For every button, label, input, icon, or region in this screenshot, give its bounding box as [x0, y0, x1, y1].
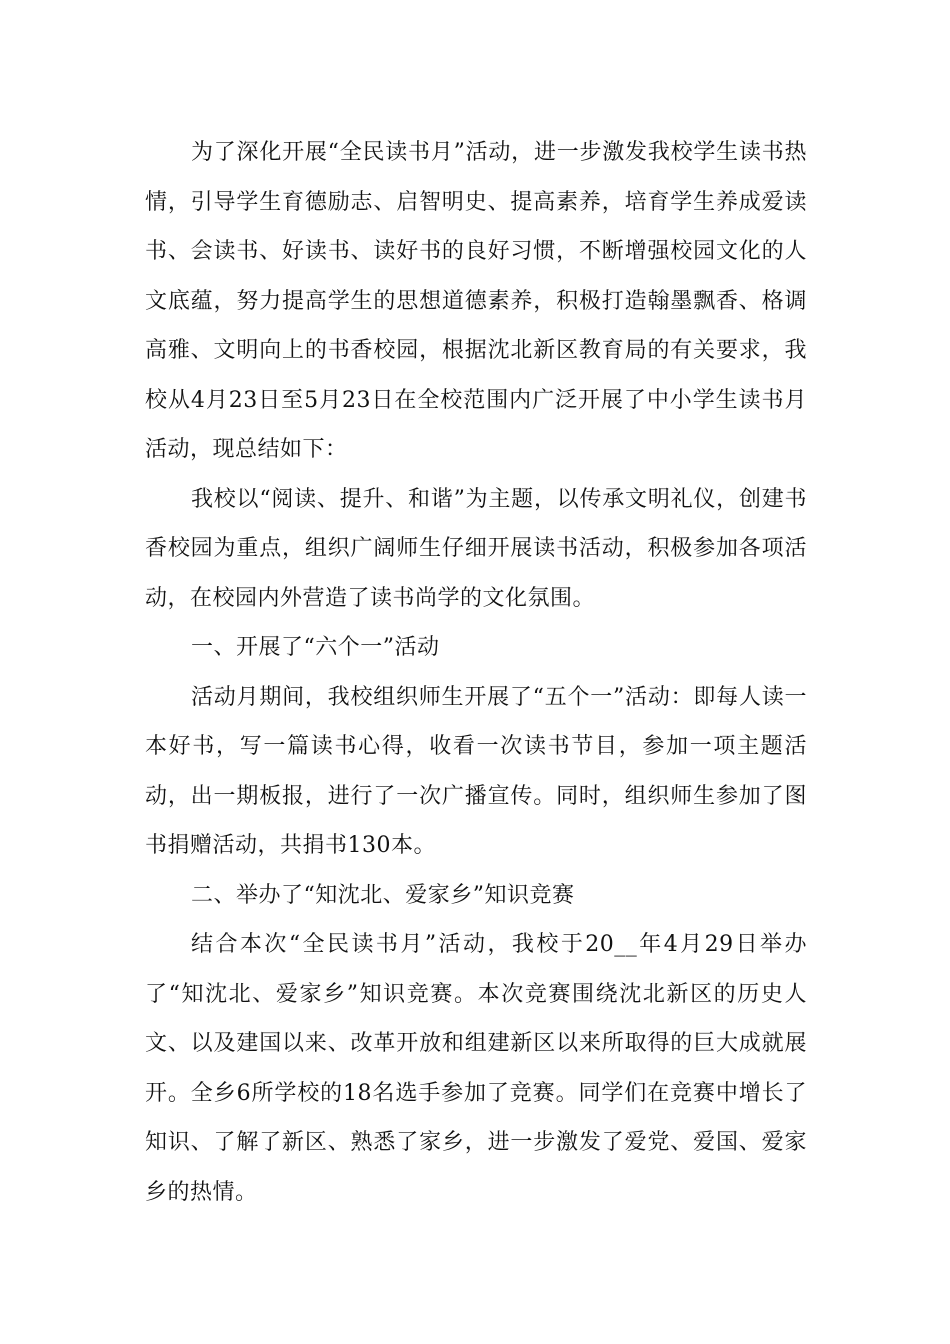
intro-paragraph: 为了深化开展“全民读书月”活动，进一步激发我校学生读书热情，引导学生育德励志、启智明史、提高素养，培育学生养成爱读书、会读书、好读书、读好书的良好习惯，不断增强校园文化的人文底蕴，努力提高学生的思想道德素养，积极打造翰墨飘香、格调高雅、文明向上的书香校园，根据沈北新区教育局的有关要求，我校从4月23日至5月23日在全校范围内广泛开展了中小学生读书月活动，现总结如下： — [145, 140, 807, 462]
section1-heading: 一、开展了“六个一”活动 — [191, 635, 440, 660]
section2-paragraph: 结合本次“全民读书月”活动，我校于20__年4月29日举办了“知沈北、爱家乡”知识竞赛。本次竞赛围绕沈北新区的历史人文、以及建国以来、改革开放和组建新区以来所取得的巨大成就展开。全乡6所学校的18名选手参加了竞赛。同学们在竞赛中增长了知识、了解了新区、熟悉了家乡，进一步激发了爱党、爱国、爱家乡的热情。 — [145, 932, 807, 1205]
document-body — [145, 128, 807, 1217]
section1-paragraph: 活动月期间，我校组织师生开展了“五个一”活动：即每人读一本好书，写一篇读书心得，收看一次读书节目，参加一项主题活动，出一期板报，进行了一次广播宣传。同时，组织师生参加了图书捐赠活动，共捐书130本。 — [145, 684, 807, 858]
section2-heading: 二、举办了“知沈北、爱家乡”知识竞赛 — [191, 882, 575, 908]
theme-paragraph: 我校以“阅读、提升、和谐”为主题，以传承文明礼仪，创建书香校园为重点，组织广阔师生仔细开展读书活动，积极参加各项活动，在校园内外营造了读书尚学的文化氛围。 — [145, 486, 807, 611]
